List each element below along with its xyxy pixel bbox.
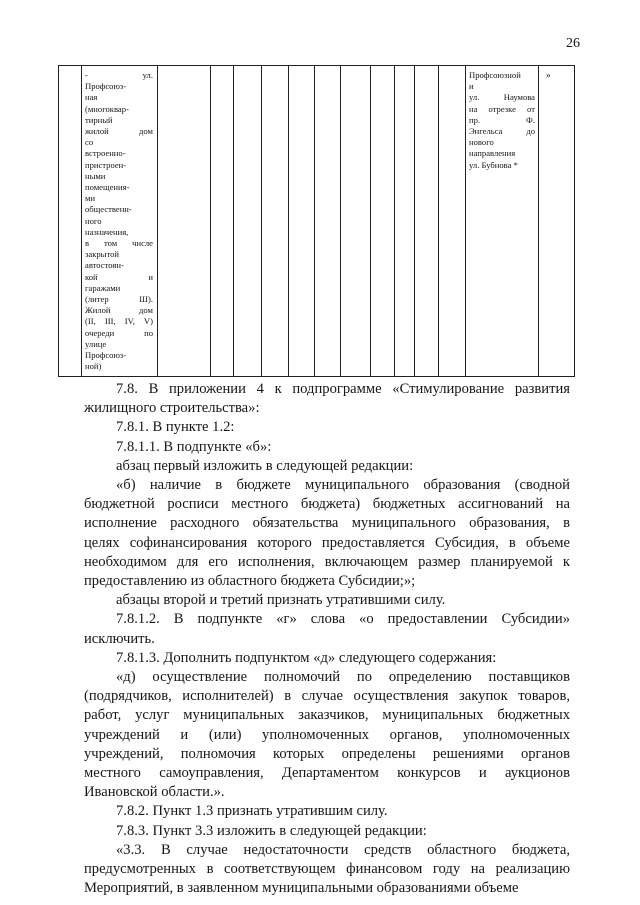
paragraph-line: 7.8.1.1. В подпункте «б»: — [116, 438, 272, 455]
paragraph-line: предусмотренных в соответствующем финансовом году на реализацию — [84, 861, 570, 877]
table-column-line — [314, 65, 315, 377]
paragraph-line: абзацы второй и третий признать утратившими силу. — [116, 592, 446, 609]
paragraph-line: 7.8.1. В пункте 1.2: — [116, 419, 235, 436]
table-column-line — [58, 65, 59, 377]
paragraph-line: местного самоуправления, Департаментом конкурсов и аукционов — [84, 765, 570, 782]
cell-text-line: пр. Ф. — [469, 114, 535, 125]
paragraph-line: целях софинансирования которого предоставляется Субсидия, в объеме — [84, 534, 570, 551]
table-column-line — [288, 65, 289, 377]
cell-text-line: закрытой — [85, 249, 119, 260]
paragraph-line: необходимом для его исполнения, включающем размер планируемой к — [84, 553, 570, 570]
paragraph — [84, 591, 570, 610]
paragraph-line: 7.8.1.2. В подпункте «г» слова «о предоставлении Субсидии» — [116, 611, 570, 628]
paragraph-line: 7.8.1.3. Дополнить подпунктом «д» следующего содержания: — [116, 649, 497, 666]
table-cell-location — [469, 70, 535, 171]
cell-text-line: кой и — [85, 271, 153, 282]
paragraph — [84, 668, 570, 802]
paragraph — [84, 822, 570, 841]
cell-text-line: Профсоюзной — [469, 70, 521, 80]
table-column-line — [261, 65, 262, 377]
paragraph — [84, 380, 570, 418]
paragraph-line: (подрядчиков, исполнителей) в случае осуществления закупок товаров, — [84, 688, 570, 705]
paragraph-line: исполнение расходного обязательства муниципального образования, в — [84, 515, 570, 532]
cell-text-line: тирный — [85, 114, 113, 125]
cell-text-line: пристроен- — [85, 159, 127, 170]
table-column-line — [465, 65, 466, 377]
cell-text-line: (литер Ш). — [85, 294, 153, 305]
paragraph-line: 7.8.3. Пункт 3.3 изложить в следующей редакции: — [116, 822, 427, 839]
paragraph — [84, 457, 570, 476]
paragraph — [84, 841, 570, 899]
table-column-line — [210, 65, 211, 377]
cell-text-line: ная — [85, 92, 98, 103]
paragraph-line: учреждений и (или) уполномоченных органов, уполномоченных — [84, 726, 570, 743]
paragraph — [84, 649, 570, 668]
paragraph-line: Мероприятий, в заявленном муниципальными образованиями объеме — [84, 880, 519, 897]
cell-text-line: гаражами — [85, 282, 121, 293]
paragraph-line: 7.8.2. Пункт 1.3 признать утратившим силу. — [116, 803, 388, 820]
paragraph-line: Ивановской области.». — [84, 784, 225, 801]
paragraph-line: бюджетной росписи местного бюджета) бюджетных ассигнований на — [84, 496, 570, 513]
table-column-line — [157, 65, 158, 377]
table-bottom-border — [58, 376, 575, 377]
cell-text-line: общественн- — [85, 204, 132, 215]
paragraph-line: 7.8. В приложении 4 к подпрограмме «Стимулирование развития — [116, 381, 570, 397]
cell-text-line: ул. Наумова — [469, 92, 535, 103]
cell-text-line: направления — [469, 148, 516, 159]
cell-text-line: очереди по — [85, 327, 153, 338]
paragraph-line: «б) наличие в бюджете муниципального образования (сводной — [116, 477, 570, 493]
cell-text-line: Энгельса до — [469, 126, 535, 137]
cell-text-line: ного — [85, 215, 102, 226]
cell-text-line: ул. Бубнова * — [469, 159, 518, 170]
paragraph — [84, 476, 570, 591]
cell-text-line: на отрезке от — [469, 103, 535, 114]
table-column-line — [233, 65, 234, 377]
cell-text-line: ной) — [85, 361, 102, 372]
table-cell-object-name — [85, 70, 153, 372]
table-column-line — [394, 65, 395, 377]
paragraph-line: исключить. — [84, 630, 155, 647]
paragraph-line: «д) осуществление полномочий по определению поставщиков — [116, 669, 570, 685]
table-column-line — [438, 65, 439, 377]
cell-text-line: встроенно- — [85, 148, 126, 159]
paragraph-line: абзац первый изложить в следующей редакции: — [116, 457, 414, 474]
cell-text-line: и — [469, 81, 474, 92]
cell-text-line: улице — [85, 338, 107, 349]
paragraph — [84, 438, 570, 457]
cell-text-line: нового — [469, 137, 494, 148]
paragraph — [84, 802, 570, 821]
table-top-border — [58, 65, 575, 66]
cell-text-line: (II, III, IV, V) — [85, 316, 153, 327]
paragraph — [84, 610, 570, 648]
table-column-line — [414, 65, 415, 377]
paragraph-line: «3.3. В случае недостаточности средств областного бюджета, — [116, 841, 570, 858]
paragraph-line: предоставлению из областного бюджета Субсидии;»; — [84, 573, 416, 590]
cell-text-line: ными — [85, 170, 106, 181]
table-column-line — [574, 65, 575, 377]
cell-text-line: жилой дом — [85, 126, 153, 137]
paragraph-line: учреждений, полномочия которых определены решениями органов — [84, 745, 570, 762]
cell-text-line: помещения- — [85, 182, 130, 193]
cell-text-line: автостоян- — [85, 260, 124, 271]
cell-text-line: (многоквар- — [85, 103, 129, 114]
cell-text-line: в том числе — [85, 238, 153, 249]
paragraph-line: жилищного строительства»: — [84, 400, 260, 417]
cell-text-line: Жилой дом — [85, 305, 153, 316]
cell-text-line: Профсоюз- — [85, 81, 127, 92]
paragraph-line: работ, услуг муниципальных заказчиков, муниципальных бюджетных — [84, 707, 570, 724]
table-closing-quote: » — [546, 70, 551, 80]
cell-text-line: - ул. — [85, 70, 153, 80]
paragraph — [84, 418, 570, 437]
cell-text-line: назначения, — [85, 226, 129, 237]
cell-text-line: ми — [85, 193, 96, 204]
table-column-line — [81, 65, 82, 377]
table-column-line — [370, 65, 371, 377]
table-column-line — [538, 65, 539, 377]
page-number: 26 — [566, 36, 580, 51]
table-column-line — [340, 65, 341, 377]
data-table — [58, 65, 575, 377]
cell-text-line: Профсоюз- — [85, 350, 127, 361]
cell-text-line: со — [85, 137, 94, 148]
